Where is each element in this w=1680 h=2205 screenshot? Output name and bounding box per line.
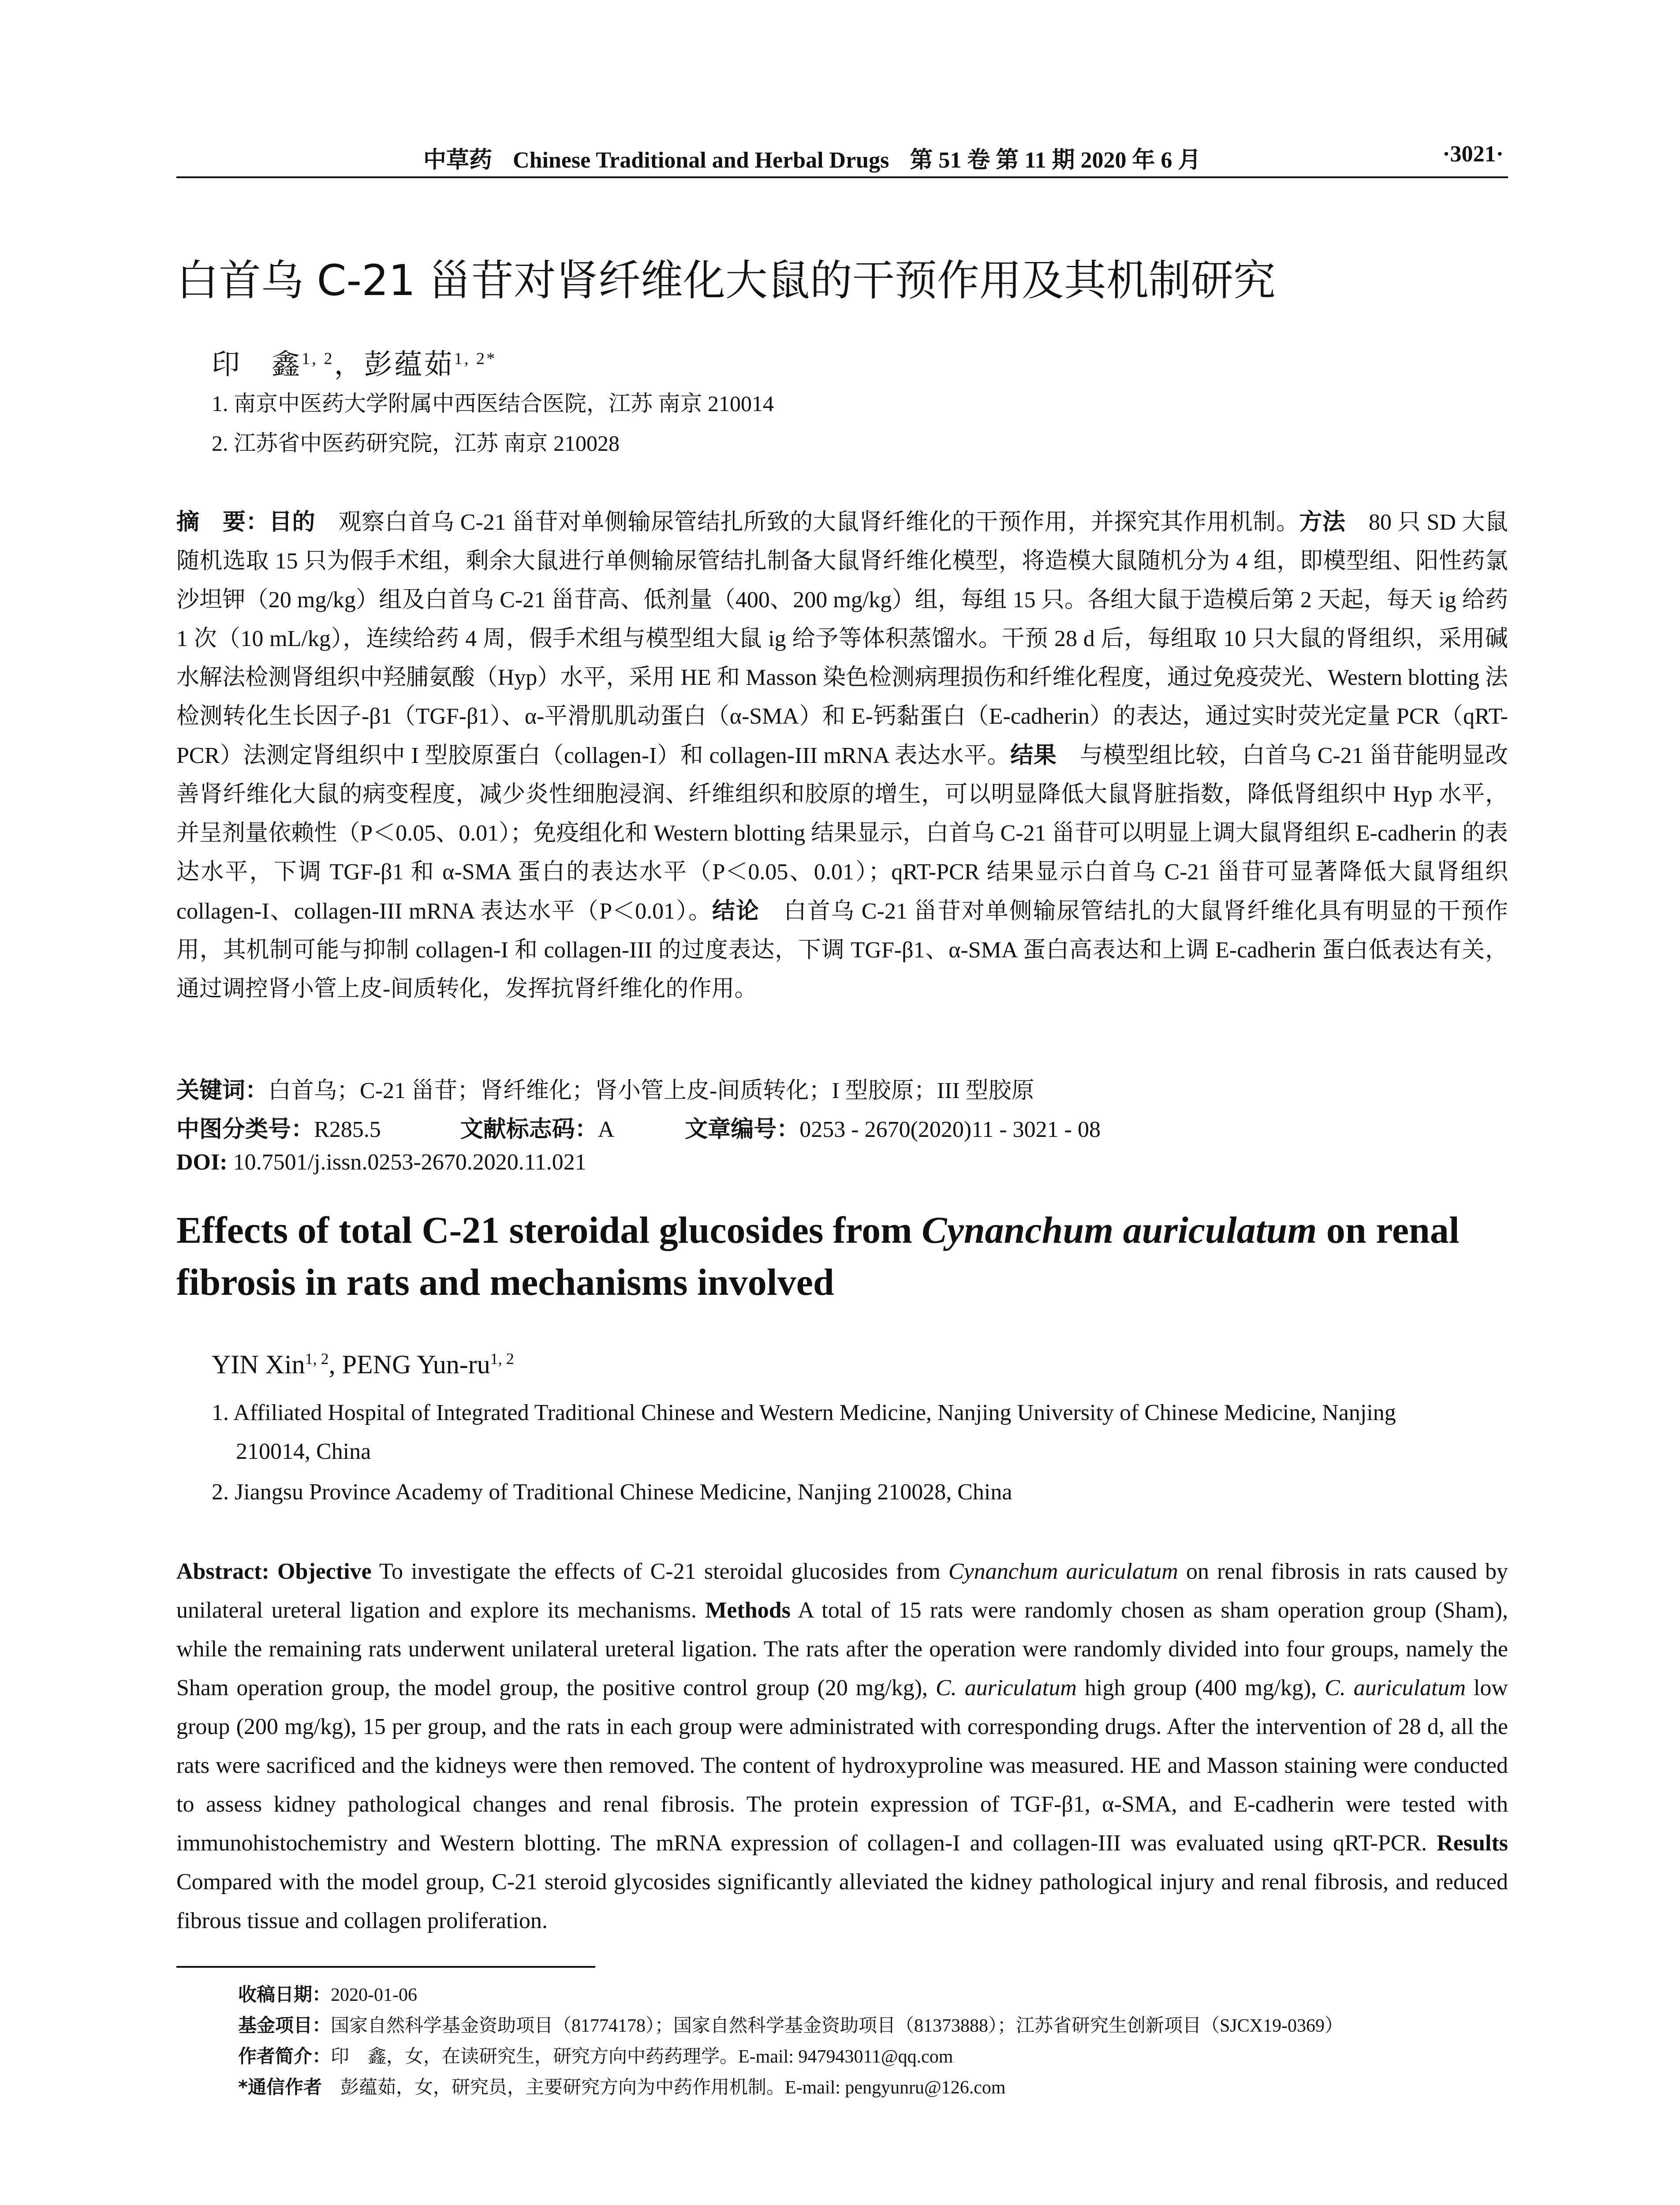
author-name: PENG Yun-ru (342, 1350, 490, 1379)
clc-label: 中图分类号： (176, 1116, 314, 1143)
paper-title-en (176, 1204, 1508, 1308)
results-label: Results (1437, 1831, 1508, 1856)
methods-text: high group (400 mg/kg), (1076, 1675, 1325, 1700)
keywords-cn (176, 1072, 1034, 1105)
issue-info: 第 51 卷 第 11 期 2020 年 6 月 (910, 148, 1201, 173)
author-affiliation-mark: 1, 2 (490, 1350, 514, 1368)
species-name: C. auriculatum (1325, 1675, 1466, 1700)
affiliation-en-1-line2: 210014, China (236, 1439, 371, 1464)
received-value: 2020-01-06 (331, 1985, 417, 2005)
clc-value: R285.5 (314, 1117, 381, 1142)
objective-text: To investigate the effects of C-21 steroidal glucosides from (371, 1559, 949, 1584)
species-name: Cynanchum auriculatum (948, 1559, 1178, 1584)
author-affiliation-mark: 1, 2 (305, 1350, 329, 1368)
article-number-value: 0253 - 2670(2020)11 - 3021 - 08 (799, 1117, 1101, 1142)
author-name: 彭蕴茹 (364, 349, 454, 380)
abstract-cn (176, 503, 1508, 1009)
abstract-objective-label: Abstract: Objective (176, 1559, 372, 1584)
fund-label: 基金项目： (238, 2014, 331, 2036)
results-text: 与模型组比较，白首乌 C-21 甾苷能明显改善肾纤维化大鼠的病变程度，减少炎性细胞浸润、纤维组织和胶原的增生，可以明显降低大鼠肾脏指数，降低肾组织中 Hyp 水平，并呈剂量依赖性（P＜0.05、0.01）；免疫组化和 Western blotting 结果显示，白首乌 C-21 甾苷可以明显上调大鼠肾组织 E-cadherin 的表达水平，下调 TGF-β1 和 α-SMA 蛋白的表达水平（P＜0.05、0.01）；qRT-PCR 结果显示白首乌 C-21 甾苷可显著降低大鼠肾组织 collagen-I、collagen-III mRNA 表达水平（P＜0.01）。 (176, 743, 1508, 924)
author-affiliation-mark: 1, 2 (302, 349, 334, 368)
author-name: 印 鑫 (212, 349, 302, 380)
paper-title-cn: 白首乌 C-21 甾苷对肾纤维化大鼠的干预作用及其机制研究 (176, 256, 1276, 305)
objective-label: 目的 (269, 509, 316, 535)
conclusion-text: 白首乌 C-21 甾苷对单侧输尿管结扎的大鼠肾纤维化具有明显的干预作用，其机制可能与抑制 collagen-I 和 collagen-III 的过度表达，下调 TGF-β1、α-SMA 蛋白高表达和上调 E-cadherin 蛋白低表达有关，通过调控肾小管上皮-间质转化，发挥抗肾纤维化的作用。 (176, 899, 1508, 1002)
objective-text: 观察白首乌 C-21 甾苷对单侧输尿管结扎所致的大鼠肾纤维化的干预作用，并探究其作用机制。 (315, 510, 1299, 535)
species-name: C. auriculatum (936, 1675, 1077, 1700)
abstract-en (176, 1552, 1508, 1940)
author-separator: ， (334, 349, 364, 380)
doi-value: 10.7501/j.issn.0253-2670.2020.11.021 (227, 1150, 586, 1175)
author-separator: , (329, 1350, 342, 1379)
author-bio-label: 作者简介： (238, 2045, 331, 2067)
footnote-received (238, 1980, 417, 2007)
affiliation-cn-2: 2. 江苏省中医药研究院，江苏 南京 210028 (212, 431, 620, 456)
author-bio-value: 印 鑫，女，在读研究生，研究方向中药药理学。E-mail: 947943011@qq.com (331, 2047, 953, 2067)
methods-label: 方法 (1299, 509, 1346, 535)
authors-en (212, 1349, 514, 1380)
affiliation-cn-1: 1. 南京中医药大学附属中西医结合医院，江苏 南京 210014 (212, 391, 774, 416)
results-text: Compared with the model group, C-21 steroid glycosides significantly alleviated the kidney pathological injury and renal fibrosis, and reduced fibrous tissue and collagen proliferation. (176, 1869, 1508, 1933)
footnote-corresponding (238, 2073, 1006, 2099)
methods-text: A total of 15 rats were randomly chosen as sham operation group (Sham), while the remaining rats underwent unilateral ureteral ligation. The rats after the operation were randomly divided into four groups, namely the Sham operation group, the model group, the positive control group (20 mg/kg), (176, 1598, 1508, 1700)
fund-value: 国家自然科学基金资助项目（81774178）；国家自然科学基金资助项目（81373888）；江苏省研究生创新项目（SJCX19-0369） (331, 2016, 1344, 2036)
abstract-label: 摘 要： (176, 509, 269, 535)
methods-label: Methods (705, 1598, 791, 1623)
methods-text: 80 只 SD 大鼠随机选取 15 只为假手术组，剩余大鼠进行单侧输尿管结扎制备大鼠肾纤维化模型，将造模大鼠随机分为 4 组，即模型组、阳性药氯沙坦钾（20 mg/kg）组及白首乌 C-21 甾苷高、低剂量（400、200 mg/kg）组，每组 15 只。各组大鼠于造模后第 2 天起，每天 ig 给药 1 次（10 mL/kg），连续给药 4 周，假手术组与模型组大鼠 ig 给予等体积蒸馏水。干预 28 d 后，每组取 10 只大鼠的肾组织，采用碱水解法检测肾组织中羟脯氨酸（Hyp）水平，采用 HE 和 Masson 染色检测病理损伤和纤维化程度，通过免疫荧光、Western blotting 法检测转化生长因子-β1（TGF-β1）、α-平滑肌肌动蛋白（α-SMA）和 E-钙黏蛋白（E-cadherin）的表达，通过实时荧光定量 PCR（qRT-PCR）法测定肾组织中 I 型胶原蛋白（collagen-I）和 collagen-III mRNA 表达水平。 (176, 510, 1508, 768)
footnote-author (238, 2042, 953, 2068)
doi-label: DOI: (176, 1150, 228, 1175)
author-name: YIN Xin (212, 1350, 305, 1379)
title-en-part: Effects of total C-21 steroidal glucosides from (176, 1209, 922, 1251)
corresponding-label: *通信作者 (238, 2076, 322, 2098)
authors-cn (212, 342, 497, 382)
classification-line (176, 1110, 1101, 1144)
objective-text: on renal fibrosis in rats caused by unilateral ureteral ligation and explore its mechanisms. (176, 1559, 1508, 1623)
doccode-value: A (597, 1117, 615, 1142)
article-number-label: 文章编号： (685, 1116, 800, 1143)
doccode-label: 文献标志码： (460, 1116, 598, 1143)
conclusion-label: 结论 (712, 898, 760, 924)
affiliation-en-2: 2. Jiangsu Province Academy of Traditional Chinese Medicine, Nanjing 210028, China (212, 1480, 1012, 1505)
footnote-divider (176, 1966, 595, 1968)
affiliation-en-1-line1: 1. Affiliated Hospital of Integrated Traditional Chinese and Western Medicine, Nanjing University of Chinese Medicine, Nanjing (212, 1400, 1396, 1425)
methods-text: low group (200 mg/kg), 15 per group, and the rats in each group were administrated with corresponding drugs. After the intervention of 28 d, all the rats were sacrificed and the kidneys were then removed. The content of hydroxyproline was measured. HE and Masson staining were conducted to assess kidney pathological changes and renal fibrosis. The protein expression of TGF-β1, α-SMA, and E-cadherin were tested with immunohistochemistry and Western blotting. The mRNA expression of collagen-I and collagen-III was evaluated using qRT-PCR. (176, 1675, 1508, 1856)
results-label: 结果 (1010, 742, 1057, 769)
corresponding-value: 彭蕴茹，女，研究员，主要研究方向为中药作用机制。E-mail: pengyunru@126.com (321, 2078, 1006, 2098)
keywords-label: 关键词： (176, 1077, 269, 1104)
affiliation-en-1 (212, 1394, 1508, 1471)
author-affiliation-mark: 1, 2* (454, 349, 497, 368)
title-en-species: Cynanchum auriculatum (922, 1209, 1317, 1251)
received-label: 收稿日期： (238, 1984, 331, 2005)
running-header (176, 137, 1508, 178)
footnote-fund (238, 2011, 1343, 2037)
journal-info (423, 141, 1216, 174)
journal-name-cn: 中草药 (423, 148, 493, 173)
title-en-part: on renal fibrosis in rats and mechanisms involved (176, 1209, 1460, 1303)
journal-name-en: Chinese Traditional and Herbal Drugs (513, 148, 889, 173)
page-number: ·3021· (1442, 142, 1504, 167)
doi-line (176, 1149, 586, 1175)
keywords-text: 白首乌；C-21 甾苷；肾纤维化；肾小管上皮-间质转化；I 型胶原；III 型胶原 (268, 1078, 1034, 1103)
